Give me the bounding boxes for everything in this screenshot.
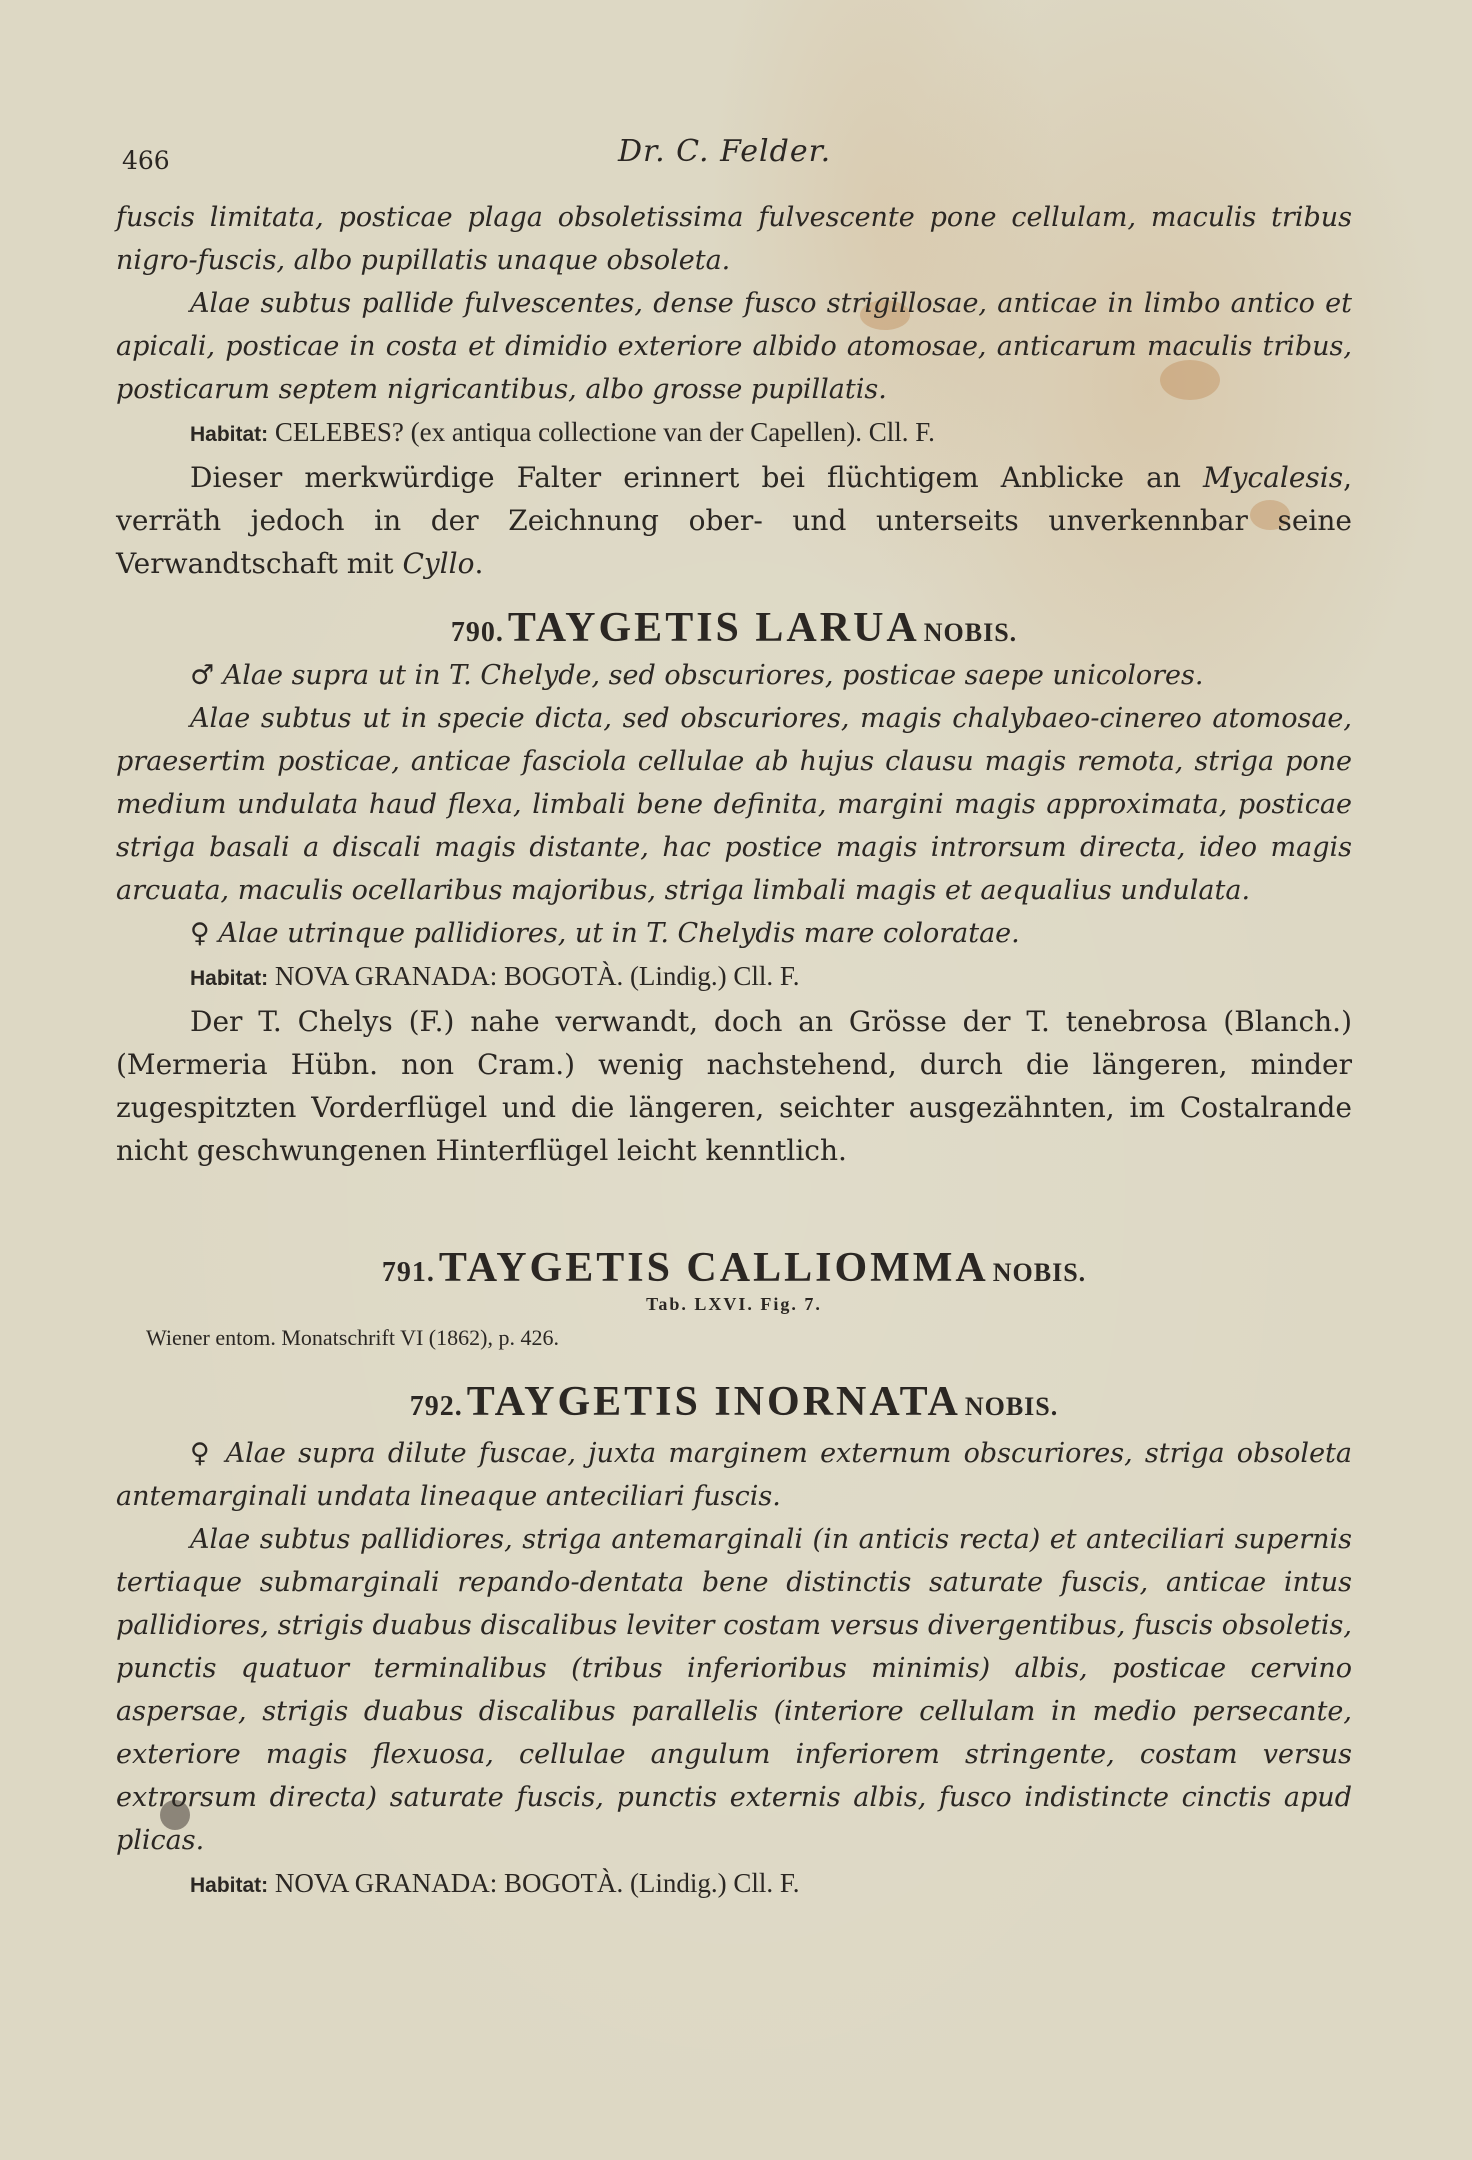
species-name: TAYGETIS LARUA bbox=[507, 605, 920, 651]
habitat-text: NOVA GRANADA: BOGOTÀ. (Lindig.) Cll. F. bbox=[274, 961, 800, 991]
page-number: 466 bbox=[122, 146, 170, 175]
female-description: ♀ Alae supra dilute fuscae, juxta marginem externum obscuriores, striga obsoleta antemarginali undata lineaque anteciliari fuscis. bbox=[116, 1438, 1352, 1512]
habitat-label: Habitat: bbox=[190, 967, 269, 990]
habitat-text: NOVA GRANADA: BOGOTÀ. (Lindig.) Cll. F. bbox=[274, 1868, 800, 1898]
latin-description-underside: Alae subtus pallide fulvescentes, dense fusco strigillosae, anticae in limbo antico et apicali, posticae in costa et dimidio exteriore albido atomosae, anticarum maculis tribus, posticarum septem nigricantibus, albo grosse pupillatis. bbox=[116, 288, 1352, 405]
habitat-text: CELEBES? (ex antiqua collectione van der Capellen). Cll. F. bbox=[274, 417, 935, 447]
species-790 bbox=[116, 604, 1352, 1172]
german-remark bbox=[116, 456, 1352, 585]
species-heading bbox=[116, 1378, 1352, 1432]
author-suffix: NOBIS. bbox=[964, 1392, 1059, 1421]
habitat-label: Habitat: bbox=[190, 1874, 269, 1897]
german-text: Dieser merkwürdige Falter erinnert bei flüchtigem Anblicke an bbox=[190, 461, 1203, 494]
habitat-line bbox=[116, 411, 1352, 456]
female-description: ♀ Alae utrinque pallidiores, ut in T. Chelydis mare coloratae. bbox=[190, 918, 1020, 949]
german-remark: Der T. Chelys (F.) nahe verwandt, doch an Grösse der T. tenebrosa (Blanch.) (Mermeria Hübn. non Cram.) wenig nachstehend, durch die längeren, minder zugespitzten Vorderflügel und die längeren, seichter ausgezähnten, im Costalrande nicht geschwungenen Hinterflügel leicht kenntlich. bbox=[116, 1005, 1352, 1167]
species-791 bbox=[116, 1244, 1352, 1351]
literature-reference: Wiener entom. Monatschrift VI (1862), p. 426. bbox=[146, 1325, 559, 1350]
species-heading bbox=[116, 604, 1352, 654]
species-number: 792. bbox=[409, 1391, 463, 1422]
habitat-line bbox=[116, 1862, 1352, 1907]
block-prev-species bbox=[116, 196, 1352, 585]
genus-name: Mycalesis bbox=[1203, 461, 1344, 494]
german-text: , verräth jedoch in der Zeichnung ober- und unterseits unverkennbar seine Verwandtschaft mit bbox=[116, 461, 1352, 580]
habitat-label: Habitat: bbox=[190, 423, 269, 446]
species-name: TAYGETIS CALLIOMMA bbox=[438, 1245, 989, 1291]
running-head: Dr. C. Felder. bbox=[618, 134, 832, 169]
species-792 bbox=[116, 1378, 1352, 1907]
plate-reference: Tab. LXVI. Fig. 7. bbox=[646, 1294, 822, 1314]
underside-description: Alae subtus ut in specie dicta, sed obscuriores, magis chalybaeo-cinereo atomosae, praesertim posticae, anticae fasciola cellulae ab hujus clausu magis remota, striga pone medium undulata haud flexa, limbali bene definita, margini magis approximata, posticae striga basali a discali magis distante, hac postice magis introrsum directa, ideo magis arcuata, maculis ocellaribus majoribus, striga limbali magis et aequalius undulata. bbox=[116, 703, 1352, 906]
species-number: 790. bbox=[450, 617, 504, 648]
species-name: TAYGETIS INORNATA bbox=[466, 1379, 961, 1425]
habitat-line bbox=[116, 955, 1352, 1000]
underside-description: Alae subtus pallidiores, striga antemarginali (in anticis recta) et anteciliari supernis tertiaque submarginali repando-dentata bene distinctis saturate fuscis, anticae intus pallidiores, strigis duabus discalibus leviter costam versus divergentibus, fuscis obsoletis, punctis quatuor terminalibus (tribus inferioribus minimis) albis, posticae cervino aspersae, strigis duabus discalibus parallelis (interiore cellulam in medio persecante, exteriore magis flexuosa, cellulae angulum inferiorem stringente, costam versus extrorsum directa) saturate fuscis, punctis externis albis, fusco indistincte cinctis apud plicas. bbox=[116, 1524, 1352, 1856]
german-text: . bbox=[474, 547, 484, 580]
author-suffix: NOBIS. bbox=[992, 1258, 1087, 1287]
species-number: 791. bbox=[381, 1257, 435, 1288]
latin-description-upper: fuscis limitata, posticae plaga obsoletissima fulvescente pone cellulam, maculis tribus nigro-fuscis, albo pupillatis unaque obsoleta. bbox=[116, 202, 1352, 276]
genus-name: Cyllo bbox=[402, 547, 475, 580]
author-suffix: NOBIS. bbox=[923, 618, 1018, 647]
species-heading bbox=[116, 1244, 1352, 1294]
male-description: ♂ Alae supra ut in T. Chelyde, sed obscuriores, posticae saepe unicolores. bbox=[190, 660, 1204, 691]
